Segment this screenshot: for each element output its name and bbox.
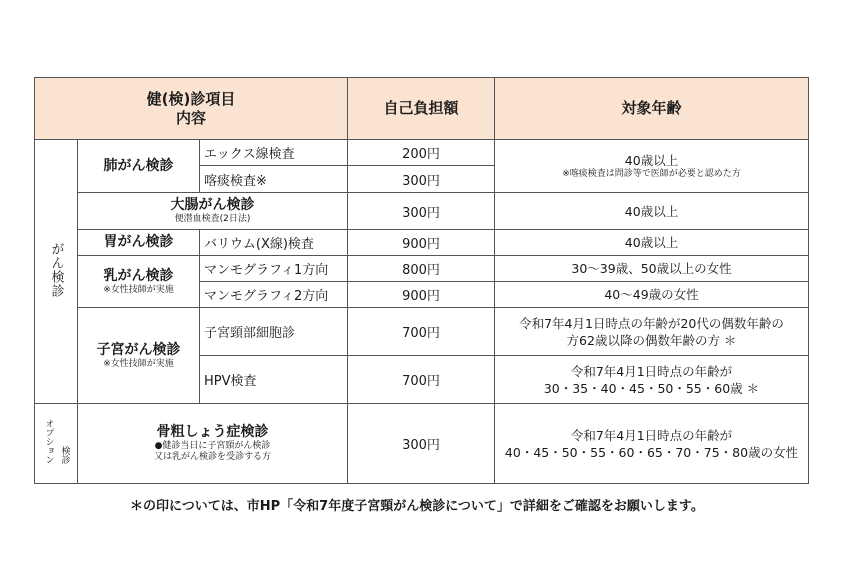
table-row [35,404,809,484]
breast-m1-cost: 800円 [348,256,495,282]
bone-sub2: 又は乳がん検診を受診する方 [153,452,271,462]
bone-sub1: ●健診当日に子宮頸がん検診 [154,441,271,451]
lung-age: 40歳以上 [624,153,679,168]
uterus-sub: ※女性技師が実施 [103,358,174,369]
bone-age-line1: 令和7年4月1日時点の年齢が [570,427,733,443]
colon-name: 大腸がん検診 [170,197,255,213]
bone-age-cell [495,404,809,484]
uterus-cyto-age-line1: 令和7年4月1日時点の年齢が20代の偶数年齢の [519,315,784,331]
header-item-line1: 健(検)診項目 [146,89,236,108]
uterus-hpv-age-cell [495,356,809,404]
breast-name: 乳がん検診 [103,267,174,284]
colon-cell [78,193,348,230]
table-row [35,230,809,256]
option-label-1: オプション [43,419,54,464]
table-row [35,308,809,356]
uterus-cyto-cost: 700円 [348,308,495,356]
colon-cost: 300円 [348,193,495,230]
bone-cost: 300円 [348,404,495,484]
uterus-cyto-age-line2: 方62歳以降の偶数年齢の方 ＊ [566,332,737,348]
uterus-hpv-age-line1: 令和7年4月1日時点の年齢が [570,363,733,379]
lung-age-cell [495,140,809,193]
header-cost: 自己負担額 [348,78,495,140]
uterus-cyto: 子宮頸部細胞診 [200,308,348,356]
breast-m2-cost: 900円 [348,282,495,308]
uterus-cell [78,308,200,404]
header-item [35,78,348,140]
table-row [35,140,809,166]
lung-sputum-cost: 300円 [348,166,495,193]
option-category-cell [35,404,78,484]
footer-note: ＊の印については、市HP「令和7年度子宮頸がん検診について」で詳細をご確認をお願いします。 [130,499,704,514]
bone-name: 骨粗しょう症検診 [156,424,269,440]
cancer-category-cell [35,140,78,404]
breast-m1: マンモグラフィ1方向 [200,256,348,282]
bone-age-line2: 40・45・50・55・60・65・70・75・80歳の女性 [504,444,799,460]
table-row [35,193,809,230]
stomach-age: 40歳以上 [495,230,809,256]
lung-name: 肺がん検診 [78,140,200,193]
stomach-name: 胃がん検診 [78,230,200,256]
uterus-name: 子宮がん検診 [96,341,181,358]
uterus-hpv-age-line2: 30・35・40・45・50・55・60歳 ＊ [543,380,760,396]
header-row [35,78,809,140]
table-row [35,256,809,282]
breast-m2-age: 40～49歳の女性 [495,282,809,308]
uterus-cyto-age-cell [495,308,809,356]
checkup-table [34,77,809,484]
header-age: 対象年齢 [495,78,809,140]
cancer-category-label: がん検診 [48,241,64,298]
lung-xray-cost: 200円 [348,140,495,166]
header-item-line2: 内容 [175,108,206,127]
breast-m2: マンモグラフィ2方向 [200,282,348,308]
option-label-2: 検診 [59,446,70,464]
colon-age: 40歳以上 [495,193,809,230]
lung-sputum: 喀痰検査※ [200,166,348,193]
bone-cell [78,404,348,484]
stomach-cost: 900円 [348,230,495,256]
stomach-method: バリウム(X線)検査 [200,230,348,256]
lung-xray: エックス線検査 [200,140,348,166]
breast-sub: ※女性技師が実施 [103,284,174,295]
lung-age-note: ※喀痰検査は問診等で医師が必要と認めた方 [562,169,741,179]
breast-m1-age: 30～39歳、50歳以上の女性 [495,256,809,282]
breast-cell [78,256,200,308]
colon-sub: 便潜血検査(2日法) [174,214,251,224]
uterus-hpv: HPV検査 [200,356,348,404]
uterus-hpv-cost: 700円 [348,356,495,404]
